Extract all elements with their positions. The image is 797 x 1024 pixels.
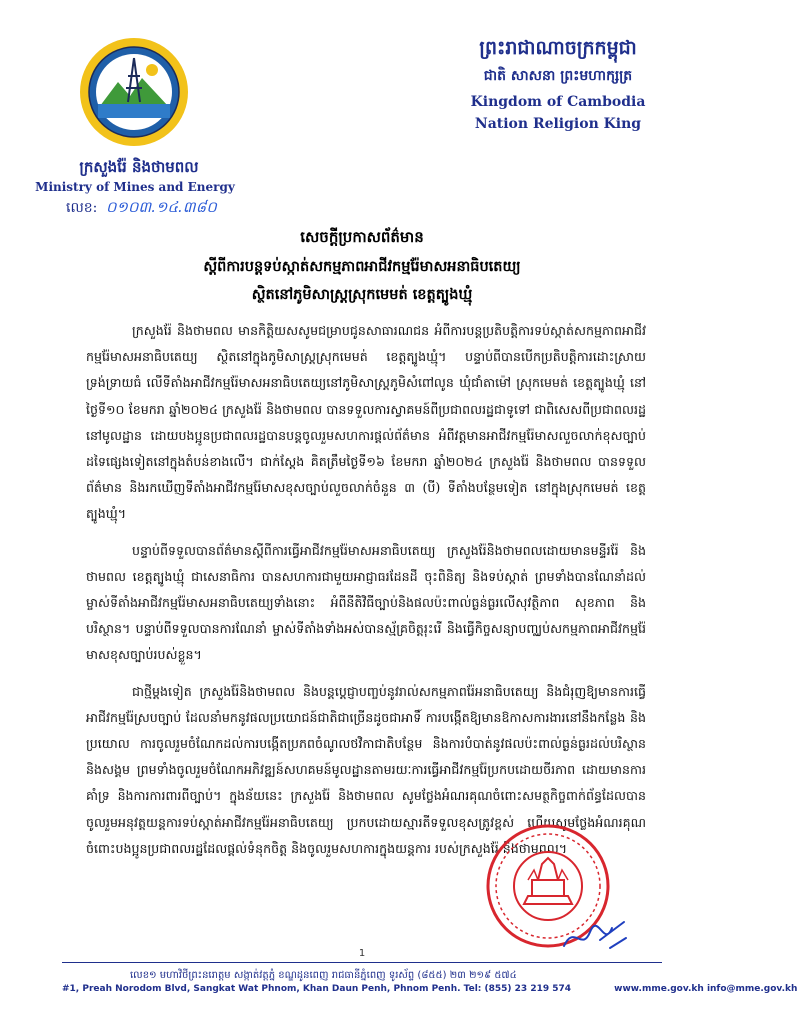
body-paragraph-3: ជាថ្មីម្តងទៀត ក្រសួងរ៉ែនិងថាមពល និងបន្តប្តេជ្ញាបញ្ចប់នូវរាល់សកម្មភាពរ៉ែអនាធិបតេយ្យ និងជំរុញឱ្យមានការធ្វើអាជីវកម្មរ៉ែស្របច្បាប់ ដែលនាំមកនូវផលប្រយោជន៍ជាតិជាច្រើនដូចជាអាទិ៍ ការបង្កើតឱ្យមានឱកាសការងារនៅនឹងកន្លែង និងប្រយោល ការចូលរួមចំណែកដល់ការបង្កើតប្រភពចំណូលថវិកាជាតិបន្ថែម និងការបំបាត់នូវផលប៉ះពាល់ធ្ងន់ធ្ងរដល់បរិស្ថាននិងសង្គម ព្រមទាំងចូលរួមចំណែកអភិវឌ្ឍន៍សហគមន៍មូលដ្ឋានតាមរយៈការធ្វើអាជីវកម្មរ៉ែប្រកបដោយចីរភាព ដោយមានការគាំទ្រ និងការការពារពីច្បាប់។ ក្នុងន័យនេះ ក្រសួងរ៉ែ និងថាមពល សូមថ្លែងអំណរគុណចំពោះសមត្ថកិច្ចពាក់ព័ន្ធដែលបានចូលរួមអនុវត្តយន្តការទប់ស្កាត់អាជីវកម្មរ៉ែអនាធិបតេយ្យ ប្រកបដោយស្មារតីទទួលខុសត្រូវខ្ពស់ ហើយសូមថ្លែងអំណរគុណចំពោះបងប្អូនប្រជាពលរដ្ឋដែលផ្តល់ទំនុកចិត្ត និងចូលរួមសហការក្នុងយន្តការ របស់ក្រសួងរ៉ែ និងថាមពល។ [86,683,646,856]
kingdom-name-english: Kingdom of Cambodia [470,94,646,110]
footer-address-english [62,984,797,994]
document-subject-line-1: ស្តីពីការបន្តទប់ស្កាត់សកម្មភាពអាជីវកម្មរ៉ែមាសអនាធិបតេយ្យ [203,258,521,275]
footer-address-khmer: លេខ១ មហាវិថីព្រះនរោត្តម សង្កាត់វត្តភ្នំ ខណ្ឌដូនពេញ រាជធានីភ្នំពេញ ទូរស័ព្ទ (៨៥៥) ២៣ ២១៩ ៥៧៤ [130,970,517,981]
signature-icon [560,918,630,956]
reference-number: ០១០៣.១៤.៣៨០ [105,198,217,216]
ministry-name-english: Ministry of Mines and Energy [35,180,235,194]
national-motto-khmer: ជាតិ សាសនា ព្រះមហាក្សត្រ [483,68,633,84]
footer-website-email[interactable]: www.mme.gov.kh info@mme.gov.kh [614,984,797,994]
reference-label: លេខ: [66,200,98,216]
reference-row [66,198,217,220]
footer-address-text: #1, Preah Norodom Blvd, Sangkat Wat Phnom, Khan Daun Penh, Phnom Penh. Tel: (855) 23 219 574 [62,984,572,994]
page-number: 1 [358,948,366,959]
document-subject-line-2: ស្ថិតនៅភូមិសាស្ត្រស្រុកមេមត់ ខេត្តត្បូងឃ្មុំ [251,286,473,303]
ministry-logo-icon [78,36,190,148]
body-paragraph-1: ក្រសួងរ៉ែ និងថាមពល មានកិត្តិយសសូមជម្រាបជូនសាធារណជន អំពីការបន្តប្រតិបត្តិការទប់ស្កាត់សកម្មភាពអាជីវកម្មរ៉ែមាសអនាធិបតេយ្យ ស្ថិតនៅក្នុងភូមិសាស្ត្រស្រុកមេមត់ ខេត្តត្បូងឃ្មុំ។ បន្ទាប់ពីបានបើកប្រតិបត្តិការដោះស្រាយទ្រង់ទ្រាយធំ លើទីតាំងអាជីវកម្មរ៉ែមាសអនាធិបតេយ្យនៅភូមិសាស្ត្រភូមិសំពៅលូន ឃុំជាំតាម៉ៅ ស្រុកមេមត់ ខេត្តត្បូងឃ្មុំ នៅថ្ងៃទី១០ ខែមករា ឆ្នាំ២០២៤ ក្រសួងរ៉ែ និងថាមពល បានទទួលការស្វាគមន៍ពីប្រជាពលរដ្ឋជាទូទៅ ជាពិសេសពីប្រជាពលរដ្ឋនៅមូលដ្ឋាន ដោយបងប្អូនប្រជាពលរដ្ឋបានបន្តចូលរួមសហការផ្តល់ព័ត៌មាន អំពីវត្តមានអាជីវកម្មរ៉ែមាសលួចលាក់ខុសច្បាប់ដទៃផ្សេងទៀតនៅក្នុងតំបន់ខាងលើ។ ជាក់ស្តែង គិតត្រឹមថ្ងៃទី១៦ ខែមករា ឆ្នាំ២០២៤ ក្រសួងរ៉ែ និងថាមពល បានទទួលព័ត៌មាន និងរកឃើញទីតាំងអាជីវកម្មរ៉ែមាសខុសច្បាប់លួចលាក់ចំនួន ៣ (បី) ទីតាំងបន្ថែមទៀត នៅក្នុងស្រុកមេមត់ ខេត្តត្បូងឃ្មុំ។ [86,323,646,522]
ministry-name-khmer: ក្រសួងរ៉ែ និងថាមពល [79,158,199,176]
document-title: សេចក្តីប្រកាសព័ត៌មាន [300,228,424,246]
body-paragraph-2: បន្ទាប់ពីទទួលបានព័ត៌មានស្តីពីការធ្វើអាជីវកម្មរ៉ែមាសអនាធិបតេយ្យ ក្រសួងរ៉ែនិងថាមពលដោយមានមន្ទីររ៉ែ និងថាមពល ខេត្តត្បូងឃ្មុំ ជាសេនាធិការ បានសហការជាមួយអាជ្ញាធរដែនដី ចុះពិនិត្យ និងទប់ស្កាត់ ព្រមទាំងបានណែនាំដល់ម្ចាស់ទីតាំងអាជីវកម្មរ៉ែមាសអនាធិបតេយ្យទាំងនោះ អំពីនីតិវិធីច្បាប់និងផលប៉ះពាល់ធ្ងន់ធ្ងរលើសុវត្ថិភាព សុខភាព និងបរិស្ថាន។ បន្ទាប់ពីទទួលបានការណែនាំ ម្ចាស់ទីតាំងទាំងអស់បានស្ម័គ្រចិត្តរុះរើ និងធ្វើកិច្ចសន្យាបញ្ឈប់សកម្មភាពអាជីវកម្មរ៉ែមាសខុសច្បាប់របស់ខ្លួន។ [86,542,646,663]
national-motto-english: Nation Religion King [474,116,642,132]
document-body [86,318,646,872]
kingdom-name-khmer: ព្រះរាជាណាចក្រកម្ពុជា [479,37,637,59]
footer-divider [62,962,662,963]
